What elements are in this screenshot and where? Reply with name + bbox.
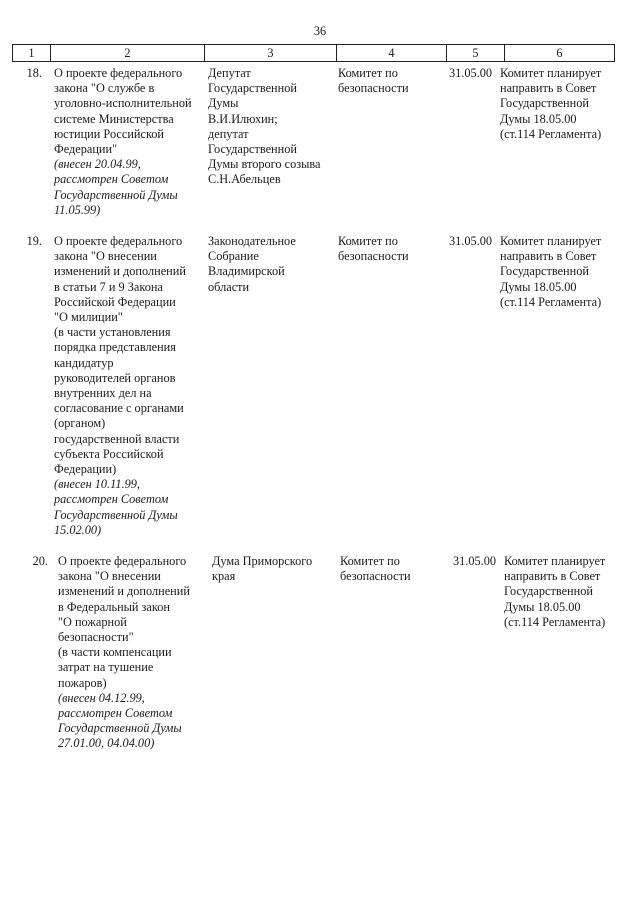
status-line: Комитет планирует [500,234,602,248]
initiator-line: Депутат [208,66,251,80]
committee [340,554,436,584]
status [500,66,628,142]
header-cell-4: 4 [336,45,446,61]
status-line: Государственной [504,584,593,599]
status-line: направить в Совет [504,569,601,584]
title-line: изменений и дополнений [54,264,186,279]
status-line: Думы 18.05.00 [504,599,581,614]
initiator [208,66,330,188]
committee [338,234,434,264]
initiator [212,554,336,584]
header-cell-6: 6 [504,45,615,61]
note-line: рассмотрен Советом [58,706,173,721]
note-line: рассмотрен Советом [54,172,169,187]
initiator-line: области [208,279,250,294]
row-number: 20. [32,554,48,568]
title-line: кандидатур [54,355,114,370]
initiator-line: Думы [208,96,239,111]
title-line: внутренних дел на [54,386,152,401]
status-line: Комитет планирует [504,554,606,568]
title-line: закона "О внесении [54,249,157,264]
header-cell-2: 2 [50,45,204,61]
title-line: Федерации" [54,142,118,157]
initiator-line: Государственной [208,142,297,157]
initiator [208,234,330,295]
title-line: руководителей органов [54,370,176,385]
table-header-row [12,44,615,62]
initiator-line: В.И.Илюхин; [208,111,278,126]
header-cell-3: 3 [204,45,336,61]
title-line: "О милиции" [54,310,123,325]
title-line: (в части установления [54,325,171,340]
note-line: (внесен 10.11.99, [54,477,140,492]
status [500,234,628,310]
review-date: 31.05.00 [448,234,492,248]
initiator-line: Государственной [208,81,297,96]
title-line: в Федеральный закон [58,599,170,614]
title-line: юстиции Российской [54,126,165,141]
status [504,554,632,630]
title-line: (в части компенсации [58,645,172,660]
status-line: Думы 18.05.00 [500,111,577,126]
note-line: 27.01.00, 04.04.00) [58,736,155,751]
initiator-line: Собрание [208,249,259,264]
initiator-line: С.Н.Абельцев [208,172,281,187]
status-line: (ст.114 Регламента) [504,614,606,629]
title-line: субъекта Российской [54,446,164,461]
status-line: (ст.114 Регламента) [500,126,602,141]
note-line: (внесен 04.12.99, [58,690,145,705]
status-line: Государственной [500,264,589,279]
title-line: (органом) [54,416,106,431]
status-line: Государственной [500,96,589,111]
note-line: Государственной Думы [54,507,178,522]
note-line: Государственной Думы [54,187,178,202]
bill-description [58,554,208,752]
title-line: О проекте федерального [54,66,183,80]
committee-line: Комитет по [338,66,398,80]
initiator-line: Дума Приморского [212,554,313,568]
note-line: (внесен 20.04.99, [54,157,141,172]
status-line: Думы 18.05.00 [500,279,577,294]
title-line: согласование с органами [54,401,184,416]
committee-line: безопасности [338,81,409,96]
note-line: рассмотрен Советом [54,492,169,507]
note-line: 15.02.00) [54,522,102,537]
row-number: 18. [26,66,42,80]
title-line: уголовно-исполнительной [54,96,192,111]
header-cell-5: 5 [446,45,504,61]
initiator-line: депутат [208,126,249,141]
bill-description [54,66,204,218]
page-number: 36 [313,24,327,38]
committee-line: Комитет по [340,554,400,568]
initiator-line: Владимирской [208,264,285,279]
title-line: изменений и дополнений [58,584,190,599]
title-line: в статьи 7 и 9 Закона [54,279,163,294]
status-line: направить в Совет [500,249,597,264]
review-date: 31.05.00 [448,66,492,80]
title-line: затрат на тушение [58,660,154,675]
title-line: Российской Федерации [54,294,176,309]
status-line: Комитет планирует [500,66,602,80]
title-line: закона "О внесении [58,569,161,584]
bill-description [54,234,204,538]
title-line: системе Министерства [54,111,174,126]
review-date: 31.05.00 [452,554,496,568]
committee-line: Комитет по [338,234,398,248]
initiator-line: Думы второго созыва [208,157,321,172]
title-line: государственной власти [54,431,180,446]
title-line: закона "О службе в [54,81,155,96]
title-line: безопасности" [58,630,134,645]
title-line: О проекте федерального [58,554,187,568]
status-line: направить в Совет [500,81,597,96]
title-line: пожаров) [58,675,107,690]
title-line: Федерации) [54,462,117,477]
title-line: порядка представления [54,340,176,355]
initiator-line: Законодательное [208,234,296,248]
note-line: 11.05.99) [54,202,101,217]
initiator-line: края [212,569,236,584]
row-number: 19. [26,234,42,248]
committee-line: безопасности [340,569,411,584]
header-cell-1: 1 [12,45,50,61]
title-line: О проекте федерального [54,234,183,248]
note-line: Государственной Думы [58,721,182,736]
status-line: (ст.114 Регламента) [500,294,602,309]
committee-line: безопасности [338,249,409,264]
committee [338,66,434,96]
title-line: "О пожарной [58,614,127,629]
